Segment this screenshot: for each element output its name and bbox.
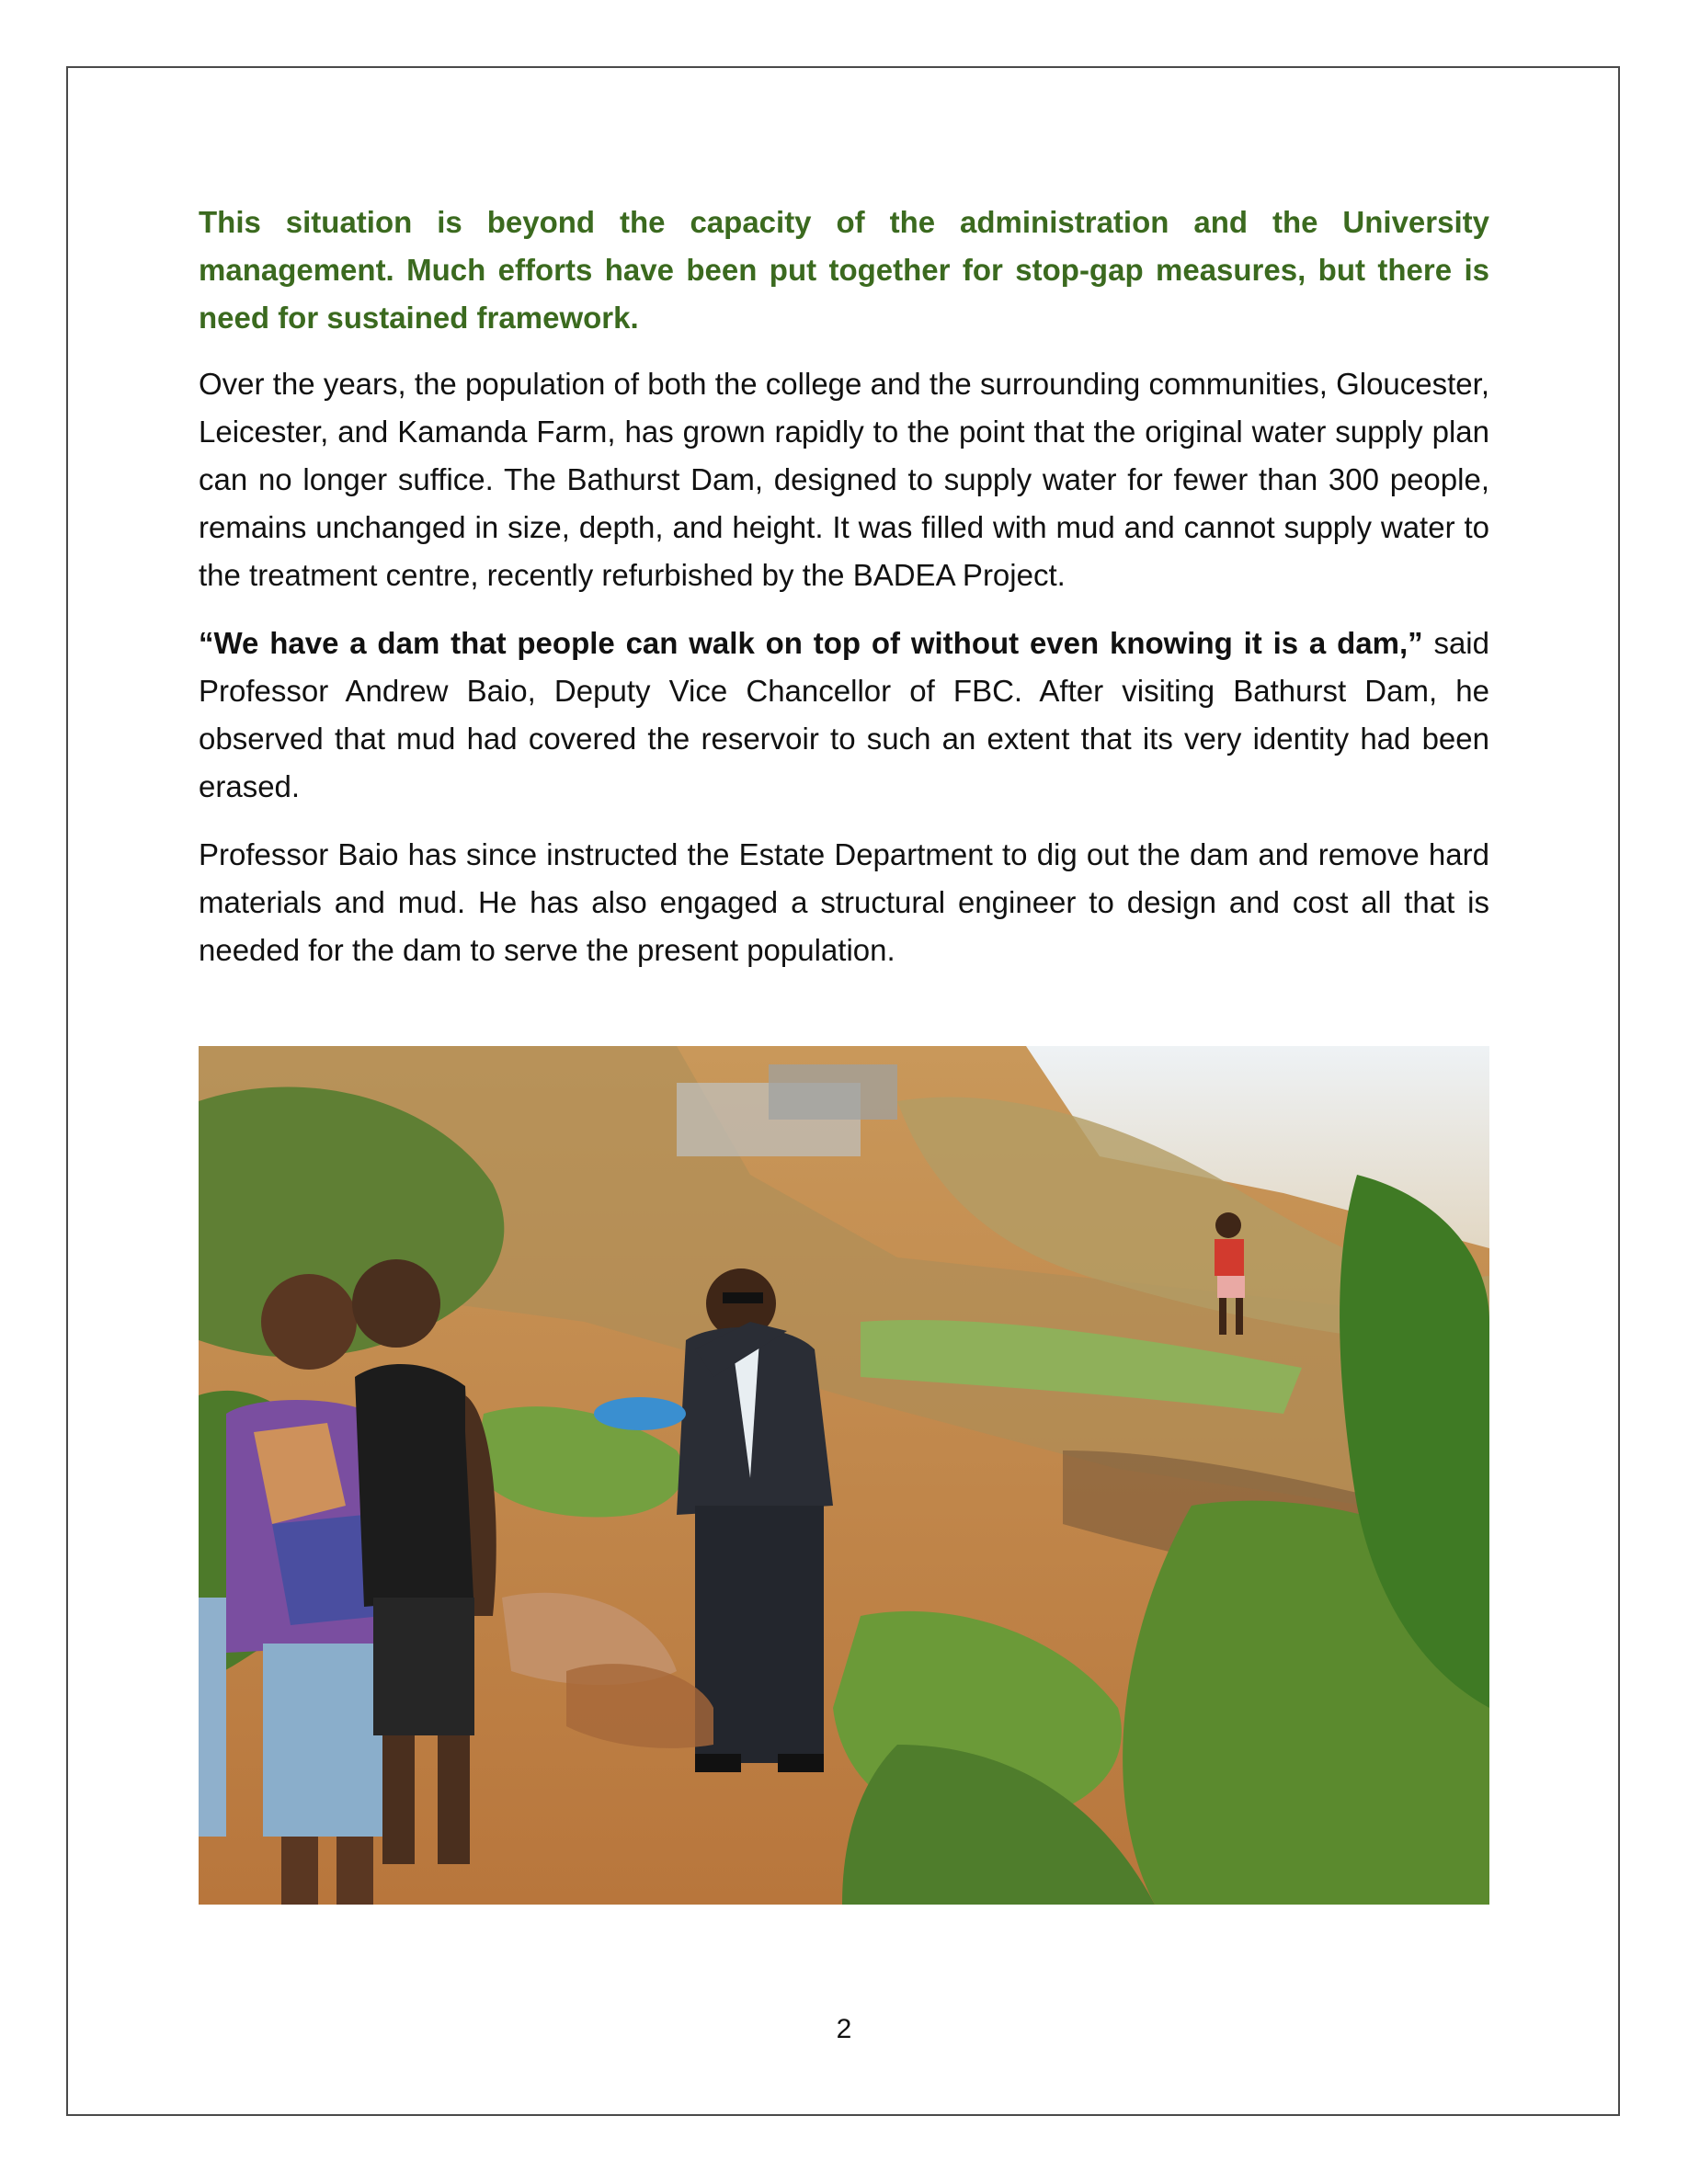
page-number: 2	[836, 2014, 852, 2044]
pull-quote: “We have a dam that people can walk on top of without even knowing it is a dam,”	[199, 626, 1423, 660]
quote-continuation: said Professor Andrew Baio, Deputy Vice Chancellor of FBC. After visiting Bathurst Dam, he observed that mud had covered the reservoir to such an extent that its very identity had been erased.	[199, 626, 1489, 803]
lead-paragraph: This situation is beyond the capacity of the administration and the University management. Much efforts have been put together for stop-gap measures, but there is need for sustained framework.	[199, 205, 1489, 335]
article-body	[199, 199, 1489, 995]
body-paragraph-quote	[199, 620, 1489, 811]
body-paragraph-instructions: Professor Baio has since instructed the Estate Department to dig out the dam and remove hard materials and mud. He has also engaged a structural engineer to design and cost all that is needed for the dam to serve the present population.	[199, 837, 1489, 967]
body-paragraph-population: Over the years, the population of both the college and the surrounding communities, Gloucester, Leicester, and Kamanda Farm, has grown rapidly to the point that the original water supply plan can no longer suffice. The Bathurst Dam, designed to supply water for fewer than 300 people, remains unchanged in size, depth, and height. It was filled with mud and cannot supply water to the treatment centre, recently refurbished by the BADEA Project.	[199, 367, 1489, 592]
photo-illustration	[199, 1046, 1489, 1905]
blue-basin	[594, 1397, 686, 1430]
article-photo	[199, 1046, 1489, 1905]
